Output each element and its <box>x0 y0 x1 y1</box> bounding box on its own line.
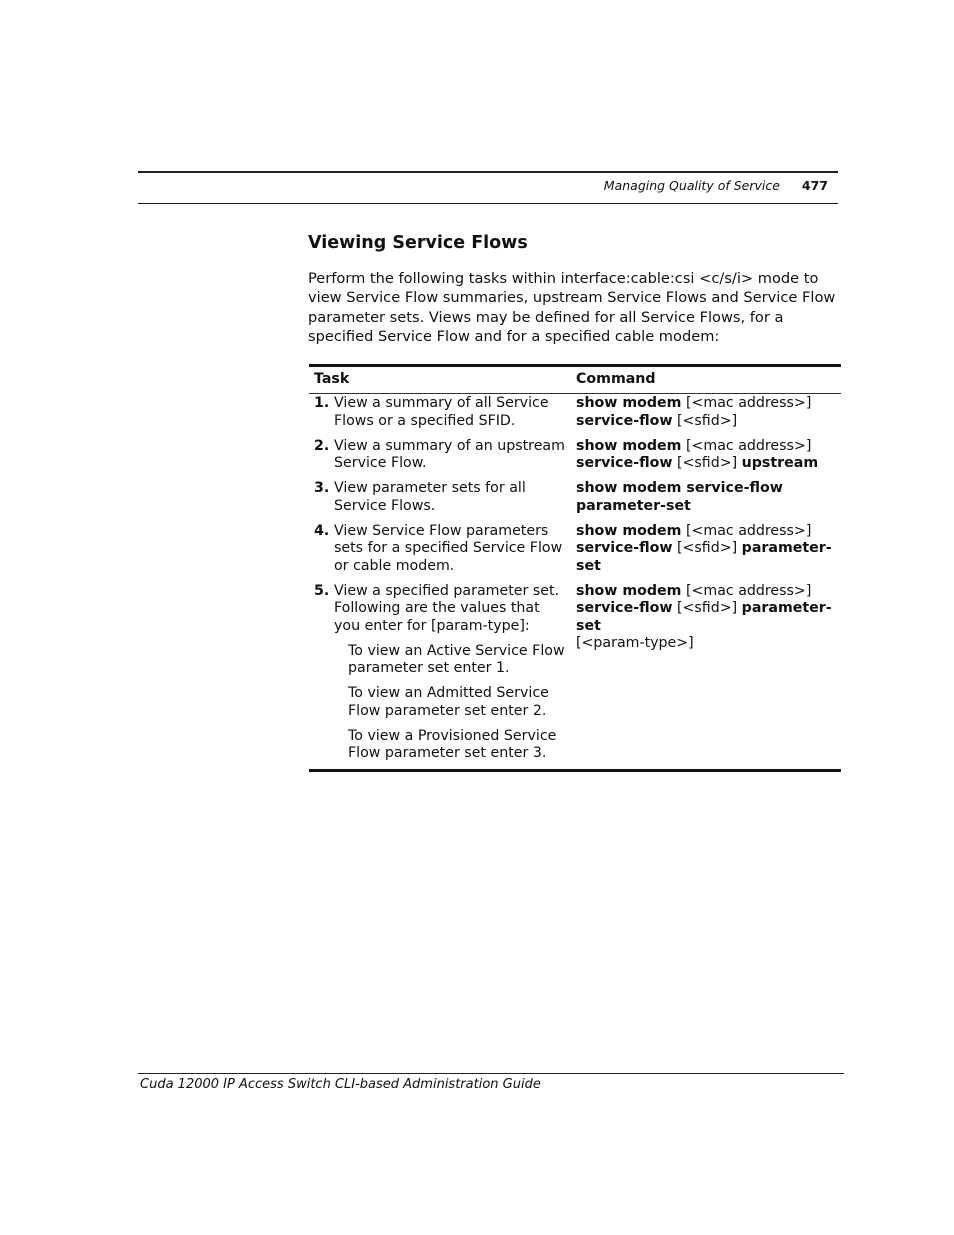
section-title: Viewing Service Flows <box>308 233 528 253</box>
table-row <box>309 480 841 523</box>
command-line <box>576 438 837 455</box>
task-step <box>314 480 567 515</box>
step-text: View a specified parameter set. Following are the values that you enter for [param-type]: <box>334 582 560 634</box>
running-title: Managing Quality of Service <box>603 178 780 193</box>
task-step <box>314 395 567 430</box>
header-command: Command <box>571 366 841 394</box>
task-step <box>314 438 567 473</box>
param-type-note: To view an Active Service Flow parameter set enter 1. <box>348 642 565 677</box>
command-line <box>576 583 837 600</box>
command-cell <box>571 480 841 523</box>
param-type-note: To view an Admitted Service Flow parameter set enter 2. <box>348 685 549 719</box>
footer-rule <box>138 1073 844 1074</box>
command-keyword: service-flow <box>576 540 673 557</box>
command-argument: [<sfid>] <box>672 455 742 472</box>
command-line <box>576 635 837 652</box>
task-step <box>314 523 567 575</box>
command-cell <box>571 394 841 438</box>
step-text: View a summary of an upstream Service Flow. <box>334 437 565 472</box>
command-keyword: service-flow <box>576 412 673 429</box>
page-number: 477 <box>801 178 828 193</box>
command-argument: [<mac address>] <box>681 523 812 540</box>
command-line <box>576 413 837 430</box>
header-task: Task <box>309 366 571 394</box>
step-number: 2. <box>314 437 330 454</box>
table-header-row <box>309 366 841 394</box>
intro-paragraph: Perform the following tasks within interface:cable:csi <c/s/i> mode to view Service Flow summaries, upstream Service Flows and Service Flow parameter sets. Views may be defined for all Service Flows, for a specified Service Flow and for a specified cable modem: <box>308 270 836 346</box>
command-keyword: show modem <box>576 582 682 599</box>
step-text: View Service Flow parameters sets for a specified Service Flow or cable modem. <box>334 523 563 574</box>
command-argument: [<mac address>] <box>681 395 812 412</box>
task-cell <box>309 438 571 481</box>
table-row <box>309 394 841 438</box>
task-cell <box>309 523 571 583</box>
header-rule-top <box>138 171 838 173</box>
table-row <box>309 523 841 583</box>
footer-text: Cuda 12000 IP Access Switch CLI-based Administration Guide <box>140 1077 541 1092</box>
task-cell <box>309 583 571 770</box>
command-line <box>576 455 837 472</box>
command-cell <box>571 438 841 481</box>
table-body <box>309 394 841 770</box>
command-line <box>576 480 837 497</box>
command-keyword: show modem <box>576 437 682 454</box>
table-row <box>309 438 841 481</box>
command-argument: [<mac address>] <box>681 437 812 454</box>
command-keyword: show modem service-flow <box>576 480 783 497</box>
command-keyword: upstream <box>741 455 819 472</box>
command-argument: [<param-type>] <box>576 634 694 651</box>
command-keyword: show modem <box>576 395 682 412</box>
command-argument: [<sfid>] <box>672 412 738 429</box>
step-number: 4. <box>314 523 330 540</box>
table-row <box>309 583 841 770</box>
command-argument: [<sfid>] <box>672 540 742 557</box>
running-head <box>604 178 828 193</box>
command-cell <box>571 583 841 770</box>
step-number: 1. <box>314 395 330 412</box>
step-text: View a summary of all Service Flows or a specified SFID. <box>334 395 549 429</box>
command-keyword: parameter-set <box>576 540 832 574</box>
command-line <box>576 600 837 635</box>
command-line <box>576 540 837 575</box>
task-command-table <box>309 364 841 772</box>
command-keyword: service-flow <box>576 455 673 472</box>
command-keyword: service-flow <box>576 600 673 617</box>
command-line <box>576 523 837 540</box>
task-step <box>314 583 567 635</box>
task-cell <box>309 394 571 438</box>
header-rule-bottom <box>138 203 838 204</box>
command-argument: [<mac address>] <box>681 582 812 599</box>
command-line <box>576 395 837 412</box>
command-cell <box>571 523 841 583</box>
param-type-note: To view a Provisioned Service Flow parameter set enter 3. <box>348 728 557 762</box>
command-keyword: show modem <box>576 523 682 540</box>
step-text: View parameter sets for all Service Flows. <box>334 480 526 514</box>
task-cell <box>309 480 571 523</box>
command-keyword: parameter-set <box>576 497 691 514</box>
step-number: 5. <box>314 582 330 599</box>
command-argument: [<sfid>] <box>672 600 742 617</box>
command-keyword: parameter-set <box>576 600 832 634</box>
command-line <box>576 498 837 515</box>
step-number: 3. <box>314 480 330 497</box>
